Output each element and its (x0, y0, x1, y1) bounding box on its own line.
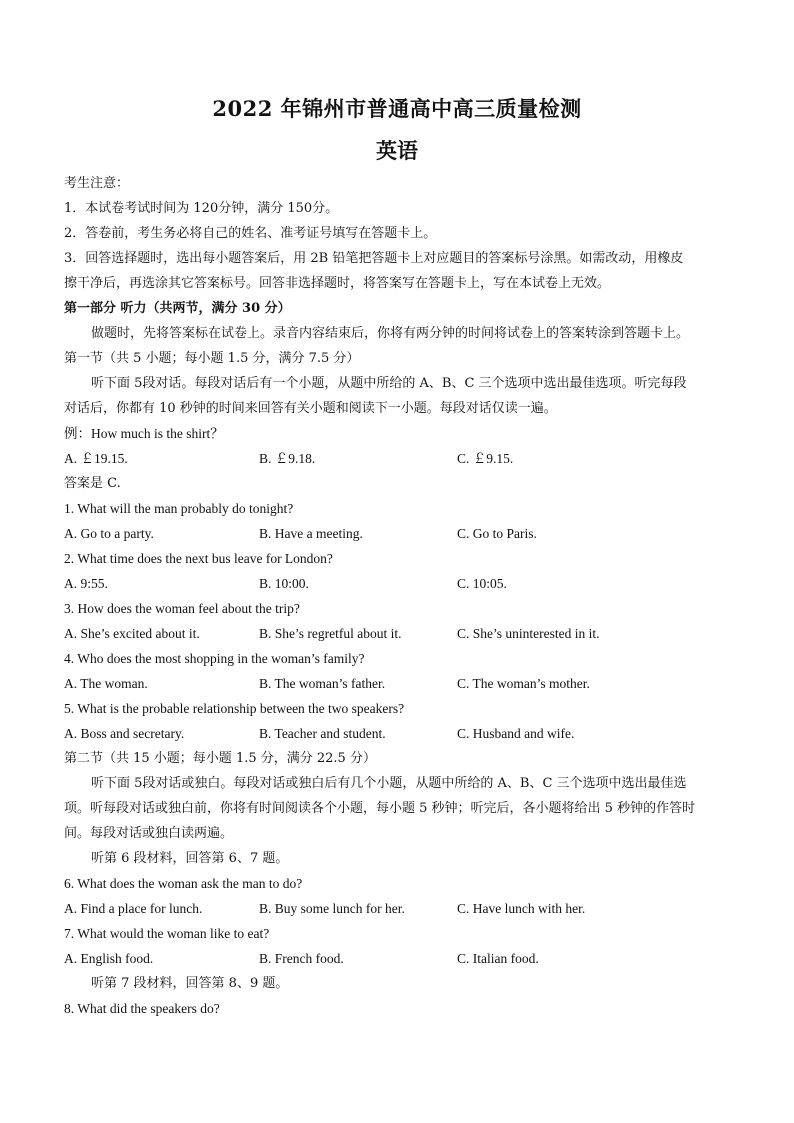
example-answer: 答案是 C. (64, 476, 121, 491)
section2-intro-line: 项。听每段对话或独白前，你将有时间阅读各个小题，每小题 5 秒钟；听完后，各小题将给出 5 秒钟的作答时 (64, 801, 696, 816)
question: 6. What does the woman ask the man to do? (64, 876, 303, 891)
option-b: B. 10:00. (259, 576, 309, 591)
notice-item: 2．答卷前，考生务必将自己的姓名、准考证号填写在答题卡上。 (64, 226, 437, 241)
notice-label: 考生注意： (64, 176, 130, 191)
section2-intro-line: 间。每段对话或独白读两遍。 (64, 826, 234, 841)
option-a: A. ￡19.15. (64, 451, 128, 466)
question-options (64, 946, 734, 971)
option-b: B. She’s regretful about it. (259, 626, 402, 641)
exam-subject: 英语 (376, 138, 418, 163)
notice-item: 擦干净后，再选涂其它答案标号。回答非选择题时，将答案写在答题卡上，写在本试卷上无效。 (64, 276, 611, 291)
question: 5. What is the probable relationship between the two speakers? (64, 701, 405, 716)
option-c: C. Husband and wife. (457, 726, 575, 741)
option-a: A. English food. (64, 951, 154, 966)
option-a: A. Find a place for lunch. (64, 901, 203, 916)
option-b: B. Have a meeting. (259, 526, 363, 541)
option-c: C. Italian food. (457, 951, 539, 966)
option-b: B. Buy some lunch for her. (259, 901, 405, 916)
question: 2. What time does the next bus leave for London? (64, 551, 333, 566)
question: 7. What would the woman like to eat? (64, 926, 270, 941)
question-options (64, 521, 734, 546)
option-c: C. She’s uninterested in it. (457, 626, 600, 641)
question-options (64, 721, 734, 746)
section2-intro-line: 听下面 5段对话或独白。每段对话或独白后有几个小题，从题中所给的 A、B、C 三个选项中选出最佳选 (91, 776, 687, 791)
option-b: B. French food. (259, 951, 344, 966)
part1-intro: 做题时，先将答案标在试卷上。录音内容结束后，你将有两分钟的时间将试卷上的答案转涂到答题卡上。 (91, 326, 690, 341)
option-a: A. She’s excited about it. (64, 626, 200, 641)
material-instruction: 听第 7 段材料，回答第 8、9 题。 (91, 976, 289, 991)
question-options (64, 621, 734, 646)
example-options (64, 446, 734, 471)
notice-item: 1．本试卷考试时间为 120分钟，满分 150分。 (64, 201, 339, 216)
option-a: A. 9:55. (64, 576, 108, 591)
section1-intro-line: 听下面 5段对话。每段对话后有一个小题，从题中所给的 A、B、C 三个选项中选出最佳选项。听完每段 (91, 376, 687, 391)
part1-heading: 第一部分 听力（共两节，满分 30 分） (64, 301, 291, 316)
option-c: C. Go to Paris. (457, 526, 537, 541)
question: 8. What did the speakers do? (64, 1001, 220, 1016)
exam-content (64, 171, 734, 1021)
question: 4. Who does the most shopping in the woman’s family? (64, 651, 365, 666)
question: 3. How does the woman feel about the trip? (64, 601, 300, 616)
option-c: C. Have lunch with her. (457, 901, 586, 916)
option-c: C. 10:05. (457, 576, 507, 591)
option-b: B. Teacher and student. (259, 726, 386, 741)
option-b: B. The woman’s father. (259, 676, 386, 691)
exam-title: 2022 年锦州市普通高中高三质量检测 (212, 96, 582, 121)
question-options (64, 896, 734, 921)
notice-item: 3．回答选择题时，选出每小题答案后，用 2B 铅笔把答题卡上对应题目的答案标号涂黑。如需改动，用橡皮 (64, 251, 684, 266)
question-options (64, 671, 734, 696)
option-b: B. ￡9.18. (259, 451, 316, 466)
section1-heading: 第一节（共 5 小题；每小题 1.5 分，满分 7.5 分） (64, 351, 360, 366)
question: 1. What will the man probably do tonight? (64, 501, 294, 516)
section2-heading: 第二节（共 15 小题；每小题 1.5 分，满分 22.5 分） (64, 751, 376, 766)
question-options (64, 571, 734, 596)
option-a: A. Go to a party. (64, 526, 154, 541)
material-instruction: 听第 6 段材料，回答第 6、7 题。 (91, 851, 289, 866)
option-a: A. The woman. (64, 676, 148, 691)
option-a: A. Boss and secretary. (64, 726, 185, 741)
section1-intro-line: 对话后，你都有 10 秒钟的时间来回答有关小题和阅读下一小题。每段对话仅读一遍。 (64, 401, 557, 416)
example-question: 例：How much is the shirt？ (64, 426, 224, 441)
option-c: C. The woman’s mother. (457, 676, 590, 691)
option-c: C. ￡9.15. (457, 451, 514, 466)
